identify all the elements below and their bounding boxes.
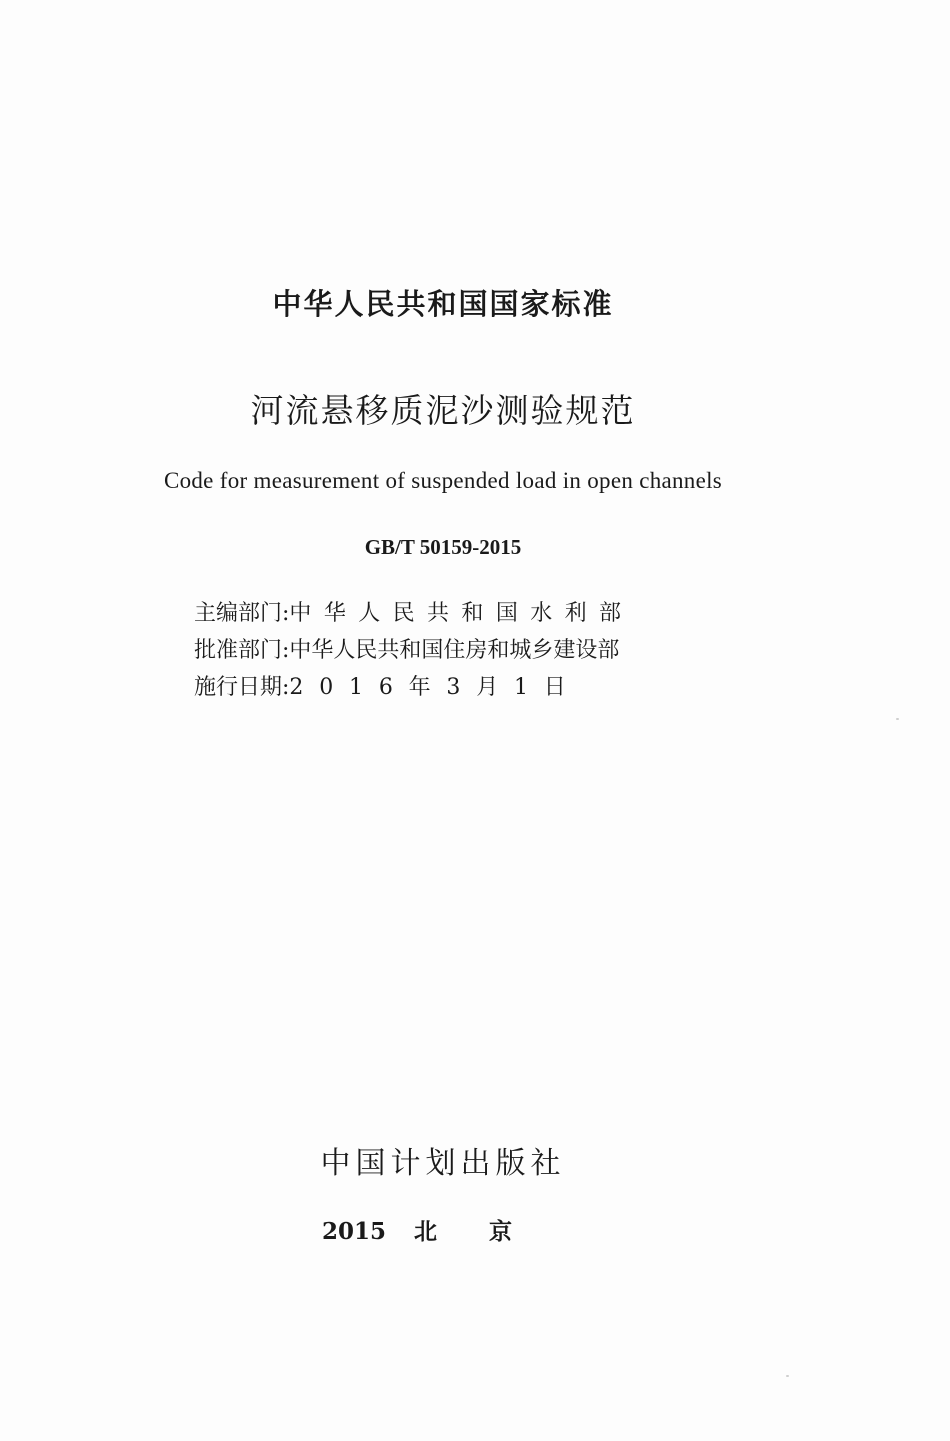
publisher-name: 中国计划出版社 <box>320 1146 566 1181</box>
scan-speck <box>896 718 899 720</box>
publication-year: 2015 <box>321 1218 386 1245</box>
effective-date-value: 2016年3月1日 <box>289 675 582 700</box>
approver-label: 批准部门: <box>194 638 290 663</box>
document-title-english: Code for measurement of suspended load in open channels <box>163 468 723 493</box>
editor-row <box>194 596 714 633</box>
effective-date-label: 施行日期: <box>194 675 290 700</box>
publication-meta <box>194 596 714 707</box>
editor-value: 中华人民共和国水利部 <box>289 601 634 626</box>
publication-place <box>0 1213 886 1246</box>
document-title-chinese: 河流悬移质泥沙测验规范 <box>250 391 636 430</box>
publication-city: 北京 <box>414 1218 564 1245</box>
approver-value: 中华人民共和国住房和城乡建设部 <box>289 638 620 663</box>
editor-label: 主编部门: <box>194 601 290 626</box>
national-standard-heading: 中华人民共和国国家标准 <box>272 287 614 321</box>
scan-speck <box>786 1375 789 1377</box>
approver-row <box>194 633 714 670</box>
standard-code: GB/T 50159-2015 <box>364 535 522 559</box>
effective-date-row <box>194 670 714 707</box>
